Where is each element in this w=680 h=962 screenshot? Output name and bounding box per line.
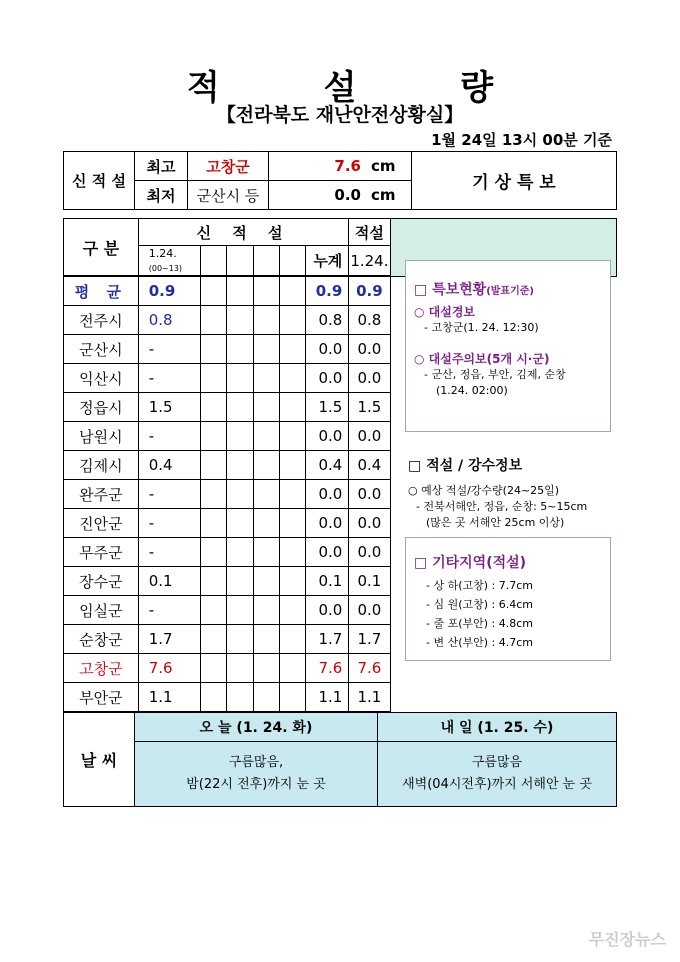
today-header: 오 늘 (1. 24. 화) [135, 713, 378, 742]
snow-cover-value: 0.0 [349, 335, 390, 364]
empty-cell [279, 480, 305, 509]
snow-cover-value: 0.9 [349, 276, 390, 306]
snow-cover-value: 0.0 [349, 364, 390, 393]
summary-table [63, 151, 617, 210]
min-value: 0.0 [269, 181, 368, 210]
empty-cell [200, 596, 226, 625]
cumulative-value: 0.0 [306, 364, 349, 393]
table-row [64, 683, 617, 712]
daily-snow-value: - [138, 596, 200, 625]
empty-cell [253, 422, 279, 451]
region-name: 완주군 [64, 480, 139, 509]
empty-cell [227, 276, 253, 306]
empty-cell [279, 335, 305, 364]
other-region-item: - 변 산(부안) : 4.7cm [426, 636, 534, 649]
daily-snow-value: - [138, 538, 200, 567]
empty-cell [279, 567, 305, 596]
daily-snow-value: 0.4 [138, 451, 200, 480]
empty-cell [200, 567, 226, 596]
empty-cell [253, 335, 279, 364]
empty-cell [200, 538, 226, 567]
empty-cell [200, 480, 226, 509]
empty-cell [279, 509, 305, 538]
min-unit: cm [367, 181, 412, 210]
empty-cell [253, 393, 279, 422]
empty-cell [227, 509, 253, 538]
other-regions-panel [405, 537, 611, 661]
cumulative-value: 0.1 [306, 567, 349, 596]
cumulative-value: 1.5 [306, 393, 349, 422]
cumulative-value: 0.9 [306, 276, 349, 306]
cumulative-value: 0.0 [306, 596, 349, 625]
region-name: 순창군 [64, 625, 139, 654]
empty-cell [227, 480, 253, 509]
empty-cell [227, 364, 253, 393]
tomorrow-header: 내 일 (1. 25. 수) [378, 713, 617, 742]
empty-cell [279, 625, 305, 654]
forecast-line: - 전북서해안, 정읍, 순창: 5~15cm [416, 500, 588, 513]
empty-cell [227, 654, 253, 683]
heavy-snow-warning: ○ 대설경보 [414, 305, 476, 319]
today-line: 밤(22시 전후)까지 눈 곳 [186, 777, 326, 792]
today-line: 구름많음, [228, 755, 284, 770]
empty-cell [227, 596, 253, 625]
region-name: 김제시 [64, 451, 139, 480]
other-region-item: - 줄 포(부안) : 4.8cm [426, 617, 534, 630]
new-snow-header: 신 적 설 [138, 219, 349, 246]
empty-cell [200, 335, 226, 364]
empty-cell [227, 625, 253, 654]
region-name: 남원시 [64, 422, 139, 451]
today-forecast [135, 742, 378, 807]
empty-cell [253, 364, 279, 393]
empty-cell [200, 683, 226, 712]
tomorrow-line: 구름많음 [471, 755, 523, 770]
empty-header [200, 246, 226, 277]
daily-snow-value: 1.7 [138, 625, 200, 654]
snow-cover-header: 적설 [349, 219, 390, 246]
warning-status-title: □ 특보현황(발표기준) [414, 282, 534, 298]
empty-header [279, 246, 305, 277]
snow-cover-value: 0.0 [349, 480, 390, 509]
weather-label: 날 씨 [64, 713, 135, 807]
daily-snow-value: - [138, 422, 200, 451]
summary-label: 신 적 설 [64, 152, 135, 210]
timestamp: 1월 24일 13시 00분 기준 [431, 131, 612, 149]
cumulative-value: 0.0 [306, 335, 349, 364]
empty-cell [227, 393, 253, 422]
cumulative-value: 1.1 [306, 683, 349, 712]
cumulative-value: 7.6 [306, 654, 349, 683]
empty-cell [253, 451, 279, 480]
empty-cell [253, 480, 279, 509]
warning-status-panel [405, 260, 611, 432]
daily-snow-value: - [138, 364, 200, 393]
cover-date-header: 1.24. [349, 246, 390, 277]
cumulative-value: 0.0 [306, 480, 349, 509]
daily-snow-value: 7.6 [138, 654, 200, 683]
cumulative-value: 0.4 [306, 451, 349, 480]
max-region: 고창군 [188, 152, 269, 181]
empty-cell [200, 306, 226, 335]
max-label: 최고 [135, 152, 188, 181]
snow-cover-value: 0.0 [349, 538, 390, 567]
other-regions-title: □ 기타지역(적설) [414, 555, 527, 571]
empty-header [253, 246, 279, 277]
daily-snow-value: 0.9 [138, 276, 200, 306]
region-name: 익산시 [64, 364, 139, 393]
forecast-line: (많은 곳 서해안 25cm 이상) [426, 516, 565, 529]
region-name: 부안군 [64, 683, 139, 712]
region-name: 평 균 [64, 276, 139, 306]
empty-cell [279, 393, 305, 422]
daily-snow-value: 1.1 [138, 683, 200, 712]
region-col-header: 구 분 [64, 219, 139, 277]
page-title: 적 설 량 [186, 68, 540, 108]
cumulative-value: 0.0 [306, 422, 349, 451]
heavy-snow-warning-detail: - 고창군(1. 24. 12:30) [424, 321, 539, 334]
empty-cell [279, 654, 305, 683]
daily-snow-value: 0.1 [138, 567, 200, 596]
empty-cell [253, 654, 279, 683]
tomorrow-forecast [378, 742, 617, 807]
empty-cell [279, 683, 305, 712]
empty-cell [253, 625, 279, 654]
empty-cell [253, 509, 279, 538]
max-value: 7.6 [269, 152, 368, 181]
region-name: 장수군 [64, 567, 139, 596]
weather-warning-label: 기 상 특 보 [412, 152, 617, 210]
forecast-line: ○ 예상 적설/강수량(24~25일) [408, 484, 560, 497]
forecast-title: □ 적설 / 강수정보 [408, 458, 523, 474]
weather-table [63, 712, 617, 807]
other-region-item: - 상 하(고창) : 7.7cm [426, 579, 534, 592]
empty-cell [253, 276, 279, 306]
snow-advisory-regions: - 군산, 정읍, 부안, 김제, 순창 [424, 368, 566, 381]
max-unit: cm [367, 152, 412, 181]
date-header [138, 246, 200, 277]
daily-snow-value: - [138, 480, 200, 509]
region-name: 전주시 [64, 306, 139, 335]
snow-cover-value: 1.1 [349, 683, 390, 712]
empty-cell [200, 393, 226, 422]
forecast-section [408, 455, 612, 531]
empty-cell [253, 567, 279, 596]
tomorrow-line: 새벽(04시전후)까지 서해안 눈 곳 [402, 777, 592, 792]
snow-cover-value: 7.6 [349, 654, 390, 683]
cumulative-header: 누계 [306, 246, 349, 277]
cumulative-value: 0.8 [306, 306, 349, 335]
region-name: 무주군 [64, 538, 139, 567]
snow-cover-value: 0.0 [349, 509, 390, 538]
snow-cover-value: 0.1 [349, 567, 390, 596]
empty-cell [227, 335, 253, 364]
empty-cell [227, 422, 253, 451]
region-name: 정읍시 [64, 393, 139, 422]
empty-cell [279, 364, 305, 393]
daily-snow-value: 0.8 [138, 306, 200, 335]
daily-snow-value: - [138, 509, 200, 538]
page-subtitle: 【전라북도 재난안전상황실】 [216, 104, 464, 126]
empty-cell [279, 306, 305, 335]
snow-cover-value: 0.8 [349, 306, 390, 335]
min-label: 최저 [135, 181, 188, 210]
empty-cell [200, 364, 226, 393]
region-name: 군산시 [64, 335, 139, 364]
cumulative-value: 1.7 [306, 625, 349, 654]
empty-cell [200, 509, 226, 538]
watermark-logo: 무진장뉴스 [588, 930, 666, 949]
snow-cover-value: 1.5 [349, 393, 390, 422]
empty-cell [279, 538, 305, 567]
min-region: 군산시 등 [188, 181, 269, 210]
region-name: 고창군 [64, 654, 139, 683]
empty-cell [227, 683, 253, 712]
snow-cover-value: 0.0 [349, 596, 390, 625]
region-name: 진안군 [64, 509, 139, 538]
empty-cell [227, 306, 253, 335]
empty-cell [253, 596, 279, 625]
empty-cell [200, 625, 226, 654]
empty-cell [253, 306, 279, 335]
empty-cell [279, 596, 305, 625]
daily-snow-value: 1.5 [138, 393, 200, 422]
snow-cover-value: 0.4 [349, 451, 390, 480]
region-name: 임실군 [64, 596, 139, 625]
empty-cell [279, 422, 305, 451]
empty-cell [227, 451, 253, 480]
empty-cell [200, 422, 226, 451]
empty-cell [200, 654, 226, 683]
empty-cell [227, 538, 253, 567]
empty-cell [253, 683, 279, 712]
empty-cell [279, 276, 305, 306]
empty-header [227, 246, 253, 277]
daily-snow-value: - [138, 335, 200, 364]
snow-cover-value: 1.7 [349, 625, 390, 654]
empty-cell [253, 538, 279, 567]
empty-cell [200, 451, 226, 480]
date-label: 1.24. [148, 247, 177, 260]
empty-cell [279, 451, 305, 480]
snow-cover-value: 0.0 [349, 422, 390, 451]
snow-advisory-time: (1.24. 02:00) [436, 384, 508, 397]
cumulative-value: 0.0 [306, 509, 349, 538]
snow-advisory: ○ 대설주의보(5개 시·군) [414, 352, 550, 366]
empty-cell [200, 276, 226, 306]
date-range: (00~13) [148, 264, 183, 273]
empty-cell [227, 567, 253, 596]
other-region-item: - 심 원(고창) : 6.4cm [426, 598, 534, 611]
cumulative-value: 0.0 [306, 538, 349, 567]
